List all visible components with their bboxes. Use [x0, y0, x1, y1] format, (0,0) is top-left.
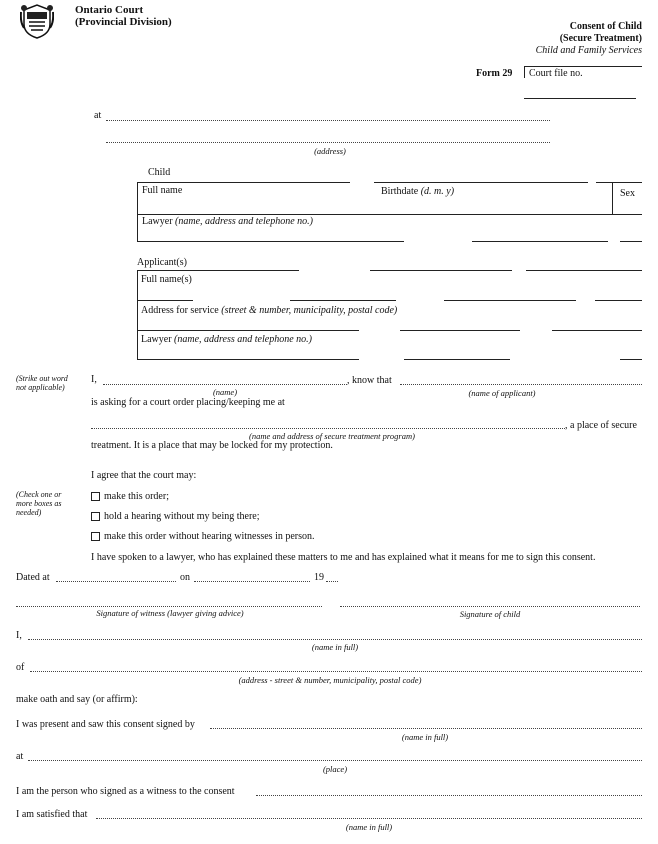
satisfied-text: I am satisfied that	[16, 809, 88, 820]
lawyer-statement: I have spoken to a lawyer, who has explained these matters to me and has explained what it means for me to sign this consent.	[91, 552, 596, 563]
dated-year-field[interactable]	[326, 581, 338, 582]
satisfied-name-field[interactable]	[96, 818, 642, 819]
form-subtitle: (Secure Treatment)	[559, 33, 642, 44]
oath-text: make oath and say (or affirm):	[16, 694, 138, 705]
know-that-text: , know that	[347, 375, 392, 386]
applicant-name-caption: (name of applicant)	[468, 388, 536, 398]
asking-text: is asking for a court order placing/keeping me at	[91, 397, 285, 408]
court-name: Ontario Court	[75, 4, 144, 16]
form-act: Child and Family Services	[535, 45, 642, 56]
affiant-i-label: I,	[16, 630, 22, 641]
witness-signature-caption: Signature of witness (lawyer giving advice)	[96, 608, 244, 618]
affiant-of-label: of	[16, 662, 25, 673]
dated-date-field[interactable]	[194, 581, 310, 582]
option2-checkbox[interactable]	[91, 512, 100, 521]
place-suffix-text: , a place of secure	[565, 420, 637, 431]
applicant-full-name-label: Full name(s)	[141, 274, 192, 285]
dated-place-field[interactable]	[56, 581, 176, 582]
court-division: (Provincial Division)	[75, 16, 172, 28]
signer-name-caption: (name in full)	[401, 732, 449, 742]
check-boxes-note: (Check one or more boxes as needed)	[16, 490, 62, 517]
witness-person-field[interactable]	[256, 795, 642, 796]
child-birthdate-label: Birthdate (d. m. y)	[381, 186, 455, 197]
dated-at-label: Dated at	[16, 572, 50, 583]
signing-place-field[interactable]	[28, 760, 642, 761]
court-file-number-field[interactable]	[524, 98, 636, 99]
court-file-label: Court file no.	[529, 68, 583, 79]
statement-i-label: I,	[91, 374, 97, 385]
treatment-text: treatment. It is a place that may be locked for my protection.	[91, 440, 333, 451]
form-number: Form 29	[476, 68, 513, 79]
satisfied-name-caption: (name in full)	[345, 822, 393, 832]
child-full-name-label: Full name	[142, 185, 183, 196]
affiant-name-field[interactable]	[28, 639, 642, 640]
applicant-lawyer-label: Lawyer (name, address and telephone no.)	[141, 334, 312, 345]
affiant-address-caption: (address - street & number, municipality, postal code)	[238, 675, 422, 685]
program-caption: (name and address of secure treatment program)	[249, 431, 415, 441]
present-text: I was present and saw this consent signed by	[16, 719, 195, 730]
child-name-field[interactable]	[103, 384, 347, 385]
program-field[interactable]	[91, 428, 565, 429]
place-caption: (place)	[322, 764, 348, 774]
at-label: at	[94, 110, 102, 121]
signer-name-field[interactable]	[210, 728, 642, 729]
witness-person-text: I am the person who signed as a witness to the consent	[16, 786, 235, 797]
ontario-crest-icon	[20, 2, 54, 40]
affiant-name-caption: (name in full)	[311, 642, 359, 652]
child-signature-caption: Signature of child	[459, 609, 521, 619]
form-title: Consent of Child	[569, 21, 642, 32]
court-location-field[interactable]	[106, 120, 550, 121]
option3-checkbox[interactable]	[91, 532, 100, 541]
applicant-name-field[interactable]	[400, 384, 642, 385]
applicant-section-label: Applicant(s)	[137, 257, 187, 268]
witness-signature-field[interactable]	[16, 606, 322, 607]
child-section-label: Child	[148, 167, 171, 178]
child-signature-field[interactable]	[340, 606, 640, 607]
year-prefix: 19	[314, 572, 324, 583]
affidavit-at-label: at	[16, 751, 24, 762]
option2-label: hold a hearing without my being there;	[104, 511, 260, 522]
court-address-field[interactable]	[106, 142, 550, 143]
name-caption: (name)	[212, 387, 238, 397]
agree-intro: I agree that the court may:	[91, 470, 197, 481]
option3-label: make this order without hearing witnesses in person.	[104, 531, 315, 542]
option1-label: make this order;	[104, 491, 169, 502]
option1-checkbox[interactable]	[91, 492, 100, 501]
address-caption: (address)	[314, 146, 346, 156]
child-sex-label: Sex	[620, 188, 635, 199]
applicant-address-label: Address for service (street & number, municipality, postal code)	[141, 305, 398, 316]
strike-out-note: (Strike out word not applicable)	[16, 374, 68, 392]
on-label: on	[180, 572, 190, 583]
child-lawyer-label: Lawyer (name, address and telephone no.)	[142, 216, 313, 227]
affiant-address-field[interactable]	[30, 671, 642, 672]
